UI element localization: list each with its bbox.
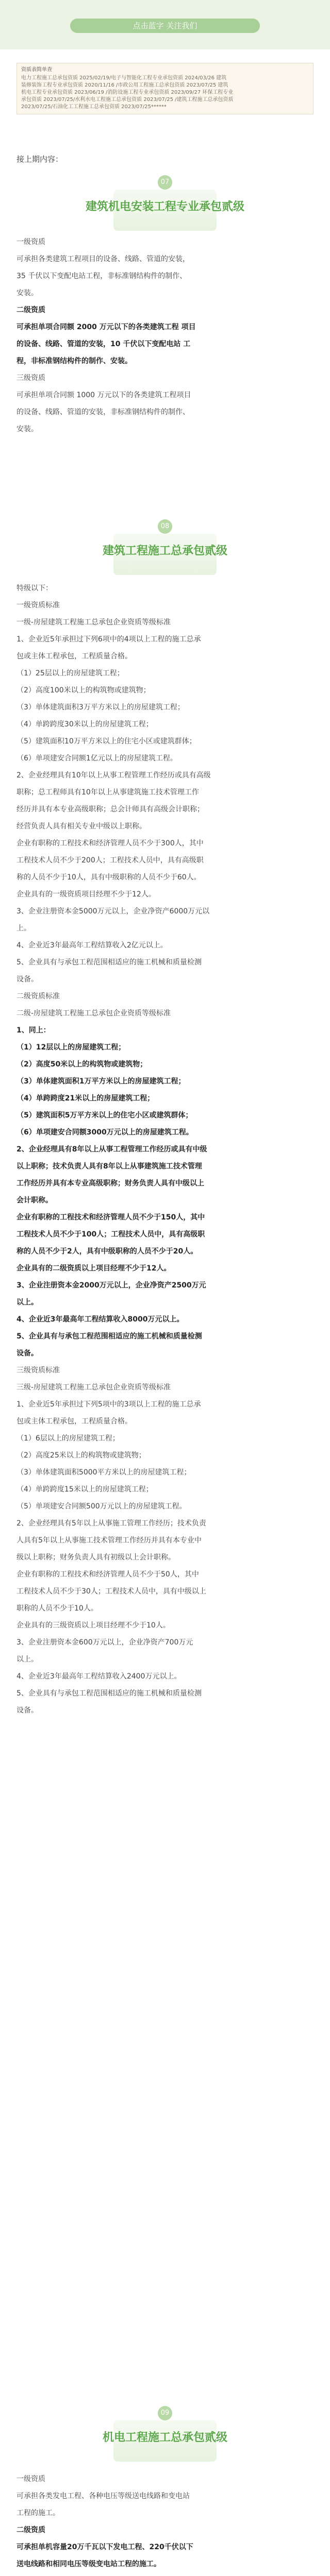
text-line: 1、企业近5年承担过下列5项中的3项以上工程的施工总承: [16, 1400, 201, 1409]
text-line: 企业有职称的工程技术和经济管理人员不少于50人，其中: [16, 1570, 199, 1579]
notice-title: 资质表简单查: [21, 67, 52, 73]
text-line: 工程技术人员不少于100人；工程技术人员中，具有高级职: [16, 1230, 205, 1239]
text-line: 二级资质: [16, 2526, 45, 2534]
section-text: [16, 2473, 314, 2576]
top-banner: [0, 0, 330, 49]
section-header-09: [0, 2406, 330, 2462]
text-line: （4）单跨跨度30米以上的房屋建筑工程；: [16, 720, 153, 728]
text-line: 一级-房屋建筑工程施工总承包企业资质等级标准: [16, 618, 171, 626]
text-line: （4）单跨跨度15米以上的房屋建筑工程；: [16, 1485, 153, 1494]
text-line: 5、企业具有与承包工程范围相适应的施工机械和质量检测: [16, 1689, 202, 1698]
section-number: 07: [158, 175, 172, 190]
text-line: 3、企业注册资本金2000万元以上，企业净资产2500万元: [16, 1281, 206, 1290]
section-text: [16, 582, 314, 1721]
notice-line: 机电工程专业承包资质 2023/06/19 /消防设施工程专业承包资质 2023/09/27 环保工程专业: [21, 90, 234, 95]
text-line: （1）6层以上的房屋建筑工程；: [16, 1434, 120, 1443]
section-header-07: [0, 175, 330, 231]
text-line: 企业具有的一级资质项目经理不少于12人。: [16, 890, 156, 899]
text-line: 企业具有的三级资质以上项目经理不少于10人。: [16, 1621, 170, 1630]
text-line: 以上。: [16, 1655, 38, 1664]
text-line: 可承担单机容量20万千瓦以下发电工程、220千伏以下: [16, 2543, 193, 2551]
text-line: 经历并具有本专业高级职称；总会计师具有高级会计职称；: [16, 805, 204, 814]
text-line: 5、企业具有与承包工程范围相适应的施工机械和质量检测: [16, 958, 202, 967]
text-line: 一级资质: [16, 238, 45, 246]
text-line: 以上。: [16, 1298, 38, 1307]
text-line: （1）25层以上的房屋建筑工程；: [16, 669, 124, 677]
follow-us-banner[interactable]: 点击蓝字 关注我们: [70, 19, 260, 33]
text-line: 35 千伏以下变配电站工程，非标准钢结构件的制作、: [16, 272, 187, 280]
text-line: （6）单项建安合同额3000万元以上的房屋建筑工程。: [16, 1128, 193, 1137]
text-line: 的设备、线路、管道的安装，10 千伏以下变配电站 工: [16, 340, 191, 348]
text-line: 可承担单项合同额 1000 万元以下的各类建筑工程项目: [16, 391, 191, 399]
text-line: 1、同上：: [16, 1026, 51, 1035]
text-line: （3）单体建筑面积5000平方米以上的房屋建筑工程；: [16, 1468, 191, 1477]
text-line: （2）高度50米以上的构筑物或建筑物；: [16, 1060, 147, 1069]
text-line: 称的人员不少于2人，具有中级职称的人员不少于20人。: [16, 1247, 198, 1256]
text-line: 二级资质标准: [16, 992, 60, 1001]
text-line: 3、企业注册资本金600万元以上，企业净资产700万元: [16, 1638, 193, 1647]
text-line: 包或主体工程承包，工程质量合格。: [16, 1417, 132, 1426]
text-line: 设备。: [16, 975, 38, 984]
text-line: 2、企业经理具有10年以上从事工程管理工作经历或具有高级: [16, 771, 211, 779]
text-line: 安装。: [16, 289, 38, 297]
text-line: 二级资质: [16, 306, 45, 314]
text-line: 经营负责人具有相关专业中级以上职称。: [16, 822, 146, 831]
text-line: （6）单项建安合同额1亿元以上的房屋建筑工程。: [16, 754, 177, 762]
text-line: 特级以下：: [16, 584, 53, 592]
text-line: 的设备、线路、管道的安装，非标准钢结构件的制作、: [16, 408, 190, 416]
text-line: 三级资质: [16, 374, 45, 382]
text-line: （2）高度100米以上的构筑物或建筑物；: [16, 686, 151, 694]
text-line: 工程的施工。: [16, 2509, 60, 2517]
text-line: 可承担单项合同额 2000 万元以下的各类建筑工程 项目: [16, 323, 196, 331]
text-line: 4、企业近3年最高年工程结算收入8000万元以上。: [16, 1315, 184, 1324]
text-line: （3）单体建筑面积3万平方米以上的房屋建筑工程；: [16, 703, 185, 711]
text-line: （5）单项建安合同额500万元以上的房屋建筑工程。: [16, 1502, 187, 1511]
notice-line: 装修装饰工程专业承包资质 2020/11/16 /市政公用工程施工总承包资质 2023/07/25 建筑: [21, 82, 228, 88]
section-title: 建筑工程施工总承包贰级: [102, 545, 227, 557]
text-line: 企业有职称的工程技术和经济管理人员不少于150人，其中: [16, 1213, 205, 1222]
text-line: 企业有职称的工程技术和经济管理人员不少于300人，其中: [16, 839, 204, 848]
text-line: 三级资质标准: [16, 1366, 60, 1375]
text-line: 送电线路和相同电压等级变电站工程的施工。: [16, 2560, 161, 2568]
text-line: 以上职称；技术负责人具有8年以上从事建筑施工技术管理: [16, 1162, 202, 1171]
text-line: 职称的人员不少于10人。: [16, 1604, 98, 1613]
section-number: 09: [158, 2406, 172, 2420]
text-line: 2、企业经理具有5年以上从事施工管理工作经历；技术负责: [16, 1519, 206, 1528]
notice-line: 电力工程施工总承包资质 2025/02/19/电子与智能化工程专业承包资质 2024/03/26 建筑: [21, 75, 227, 81]
text-line: 4、企业近3年最高年工程结算收入2亿元以上。: [16, 941, 168, 950]
section-title: 建筑机电安装工程专业承包贰级: [85, 200, 244, 213]
text-line: 称的人员不少于10人，具有中级职称的人员不少于60人。: [16, 873, 201, 882]
text-line: 设备。: [16, 1706, 38, 1715]
text-line: 5、企业具有与承包工程范围相适应的施工机械和质量检测: [16, 1332, 202, 1341]
text-line: 职称；总工程师具有10年以上从事建筑施工技术管理工作: [16, 788, 199, 796]
text-line: 包或主体工程承包，工程质量合格。: [16, 652, 132, 660]
qualification-notice-box: [16, 63, 314, 114]
text-line: 一级资质: [16, 2475, 45, 2483]
text-line: 2、企业经理具有8年以上从事工程管理工作经历或具有中级: [16, 1145, 207, 1154]
text-line: 二级-房屋建筑工程施工总承包企业资质等级标准: [16, 1009, 171, 1018]
notice-line: 承包资质 2023/07/25/水利水电工程施工总承包资质 2023/07/25 /建筑工程施工总承包资质: [21, 97, 234, 103]
section-number: 08: [158, 519, 172, 534]
text-line: 工作经历并具有本专业高级职称；财务负责人具有中级以上: [16, 1179, 204, 1188]
text-line: （4）单跨跨度21米以上的房屋建筑工程；: [16, 1094, 155, 1103]
text-line: 程，非标准钢结构件的制作、安装。: [16, 357, 132, 365]
text-line: 人具有5年以上从事施工技术管理工作经历并具有本专业中: [16, 1536, 202, 1545]
text-line: 1、企业近5年承担过下列6项中的4项以上工程的施工总承: [16, 635, 201, 643]
text-line: 安装。: [16, 425, 38, 433]
text-line: 工程技术人员不少于200人；工程技术人员中，具有高级职: [16, 856, 204, 865]
text-line: （5）建筑面积10万平方米以上的住宅小区或建筑群体；: [16, 737, 196, 745]
section-header-08: [0, 519, 330, 575]
text-line: 三级-房屋建筑工程施工总承包企业资质等级标准: [16, 1383, 171, 1392]
text-line: （5）建筑面积5万平方米以上的住宅小区或建筑群体；: [16, 1111, 193, 1120]
text-line: 一级资质标准: [16, 601, 60, 609]
text-line: 可承担各类发电工程、各种电压等级送电线路和变电站: [16, 2492, 190, 2500]
text-line: 企业具有的二级资质以上项目经理不少于12人。: [16, 1264, 171, 1273]
text-line: 会计职称。: [16, 1196, 53, 1205]
section-text: [16, 236, 314, 440]
text-line: （3）单体建筑面积1万平方米以上的房屋建筑工程；: [16, 1077, 186, 1086]
text-line: 4、企业近3年最高年工程结算收入2400万元以上。: [16, 1672, 182, 1681]
text-line: （2）高度25米以上的构筑物或建筑物；: [16, 1451, 146, 1460]
text-line: 3、企业注册资本金5000万元以上，企业净资产6000万元以: [16, 907, 210, 916]
text-line: 可承担各类建筑工程项目的设备、线路、管道的安装，: [16, 255, 190, 263]
notice-line: 2023/07/25/石油化工工程施工总承包资质 2023/07/25******: [21, 104, 167, 110]
text-line: 设备。: [16, 1349, 38, 1358]
text-line: （1）12层以上的房屋建筑工程；: [16, 1043, 126, 1052]
text-line: 上。: [16, 924, 31, 933]
text-line: 工程技术人员不少于30人；工程技术人员中，具有中级以上: [16, 1587, 206, 1596]
section-title: 机电工程施工总承包贰级: [102, 2431, 227, 2444]
text-line: 级以上职称；财务负责人具有初级以上会计职称。: [16, 1553, 175, 1562]
intro-text: 接上期内容：: [16, 155, 63, 164]
